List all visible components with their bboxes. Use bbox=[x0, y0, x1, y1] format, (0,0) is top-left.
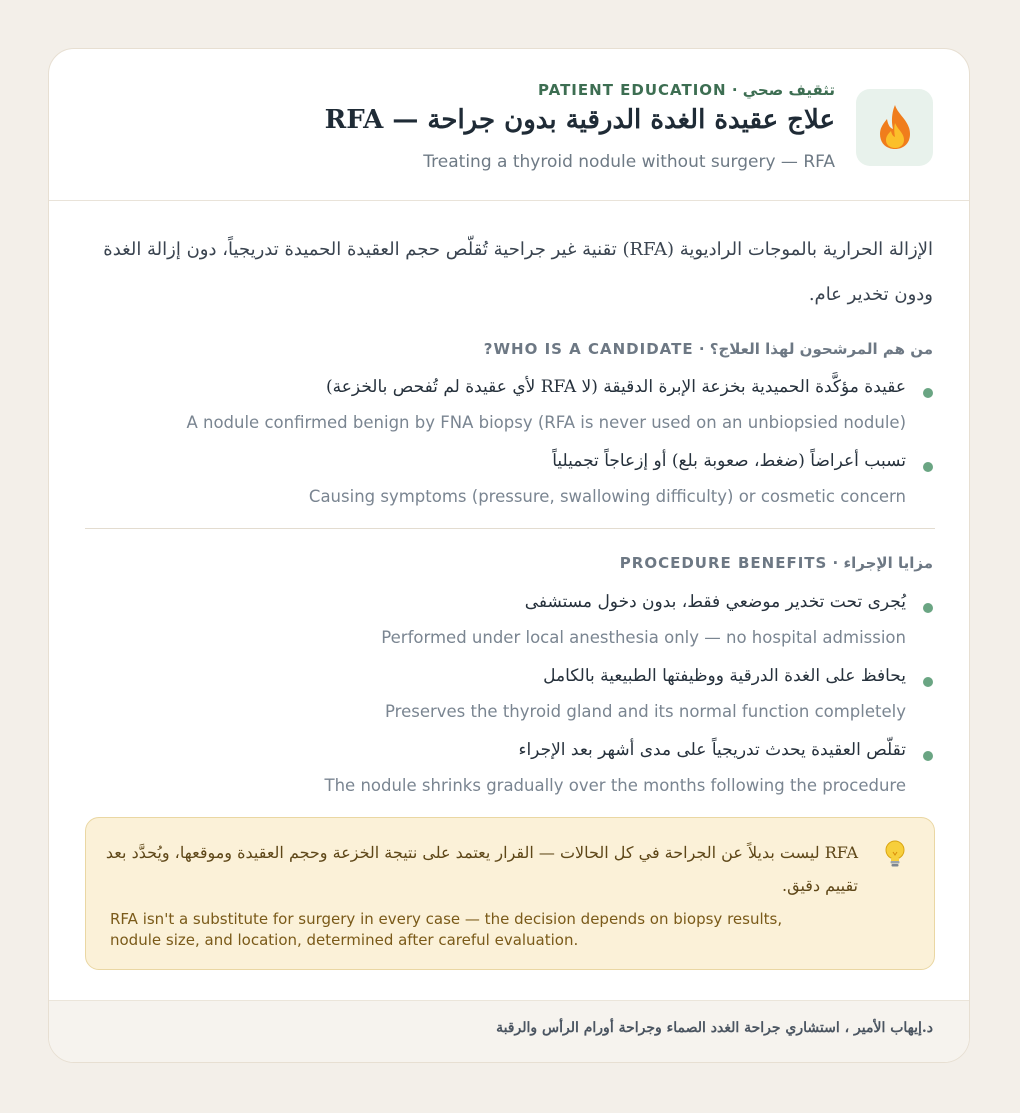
benefits-heading-english: PROCEDURE BENEFITS bbox=[619, 554, 828, 572]
candidates-heading-separator: · bbox=[693, 340, 710, 358]
section-heading-benefits bbox=[620, 554, 933, 572]
benefits-heading-arabic: مزايا الإجراء bbox=[843, 554, 933, 572]
item-english: Performed under local anesthesia only — no hospital admission bbox=[381, 628, 906, 647]
bullet-dot-icon bbox=[923, 603, 933, 613]
bullet-dot-icon bbox=[923, 677, 933, 687]
eyebrow-arabic: تثقيف صحي bbox=[742, 81, 835, 99]
eyebrow-separator: · bbox=[726, 81, 743, 99]
section-divider bbox=[85, 528, 935, 529]
note-arabic: RFA ليست بديلاً عن الجراحة في كل الحالات — القرار يعتمد على نتيجة الخزعة وحجم العقيدة وموقعها، ويُحدَّد بعد تقييم دقيق. bbox=[105, 843, 858, 895]
eyebrow-english: PATIENT EDUCATION bbox=[538, 81, 727, 99]
page-subtitle: Treating a thyroid nodule without surgery — RFA bbox=[423, 152, 835, 172]
section-heading-candidates bbox=[484, 340, 933, 358]
candidates-heading-english: WHO IS A CANDIDATE? bbox=[483, 340, 694, 358]
flame-icon bbox=[876, 103, 914, 151]
education-card bbox=[48, 48, 970, 1063]
lightbulb-icon bbox=[884, 840, 906, 868]
caution-note bbox=[85, 817, 935, 970]
item-english: Causing symptoms (pressure, swallowing difficulty) or cosmetic concern bbox=[308, 487, 906, 506]
bullet-dot-icon bbox=[923, 388, 933, 398]
bullet-dot-icon bbox=[923, 462, 933, 472]
doctor-signature: د.إيهاب الأمير ، استشاري جراحة الغدد الصماء وجراحة أورام الرأس والرقبة bbox=[496, 1020, 933, 1036]
item-english: A nodule confirmed benign by FNA biopsy (RFA is never used on an unbiopsied nodule) bbox=[186, 413, 906, 432]
eyebrow-label bbox=[538, 81, 835, 99]
intro-paragraph: الإزالة الحرارية بالموجات الراديوية (RFA) تقنية غير جراحية تُقلّص حجم العقيدة الحميدة تدريجياً، دون إزالة الغدة ودون تخدير عام. bbox=[103, 239, 933, 305]
card-header bbox=[49, 49, 969, 201]
item-arabic: تسبب أعراضاً (ضغط، صعوبة بلع) أو إزعاجاً تجميلياً bbox=[552, 451, 906, 471]
card-footer bbox=[49, 1000, 969, 1063]
item-arabic: عقيدة مؤكَّدة الحميدية بخزعة الإبرة الدقيقة (لا RFA لأي عقيدة لم تُفحص بالخزعة) bbox=[326, 377, 906, 397]
item-arabic: تقلّص العقيدة يحدث تدريجياً على مدى أشهر بعد الإجراء bbox=[518, 740, 906, 760]
bullet-dot-icon bbox=[923, 751, 933, 761]
benefits-heading-separator: · bbox=[827, 554, 844, 572]
logo-badge bbox=[856, 89, 933, 166]
candidates-heading-arabic: من هم المرشحون لهذا العلاج؟ bbox=[709, 340, 933, 358]
item-arabic: يحافظ على الغدة الدرقية ووظيفتها الطبيعية بالكامل bbox=[543, 666, 906, 686]
page-title: علاج عقيدة الغدة الدرقية بدون جراحة — RFA bbox=[324, 105, 835, 135]
item-arabic: يُجرى تحت تخدير موضعي فقط، بدون دخول مستشفى bbox=[524, 592, 906, 612]
note-english: RFA isn't a substitute for surgery in every case — the decision depends on biopsy results, nodule size, and location, determined after careful evaluation. bbox=[110, 910, 783, 949]
item-english: Preserves the thyroid gland and its normal function completely bbox=[384, 702, 906, 721]
item-english: The nodule shrinks gradually over the months following the procedure bbox=[324, 776, 906, 795]
